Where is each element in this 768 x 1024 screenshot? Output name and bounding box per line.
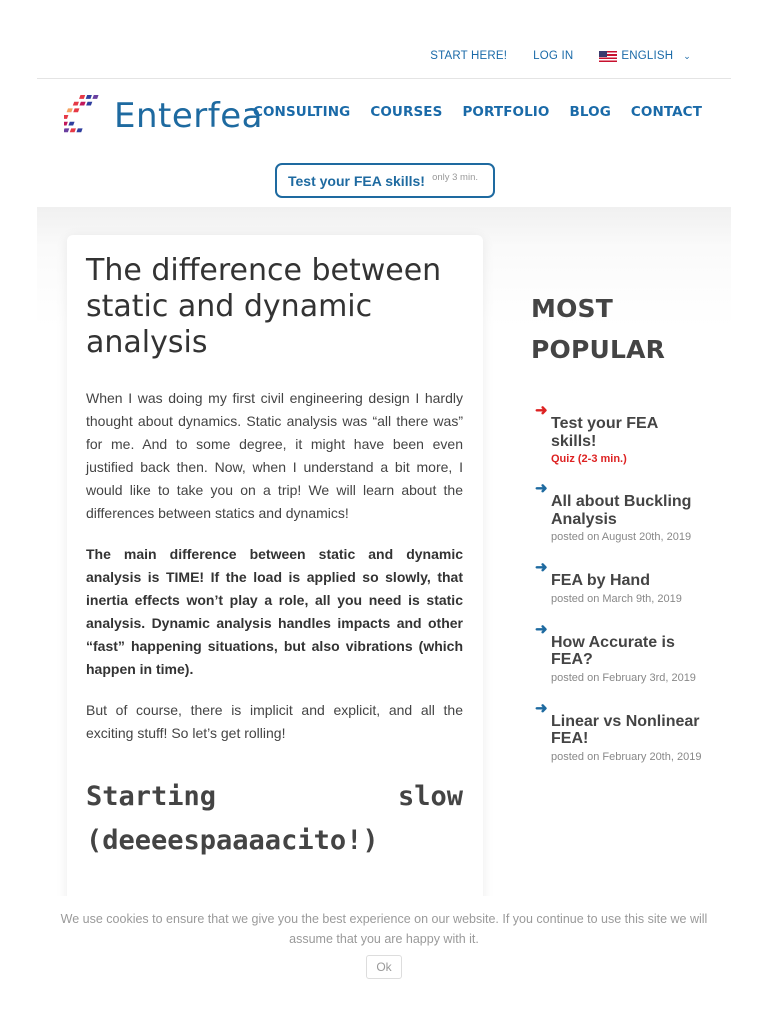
popular-item-title[interactable]: Linear vs Nonlinear FEA! — [551, 712, 700, 747]
nav-contact[interactable]: CONTACT — [630, 104, 702, 120]
subheading-line-1: Starting slow — [86, 781, 463, 812]
popular-item-meta: posted on February 3rd, 2019 — [551, 671, 696, 684]
popular-item[interactable] — [531, 620, 706, 688]
start-here-link[interactable]: START HERE! — [430, 50, 508, 62]
us-flag-icon — [599, 51, 617, 62]
popular-item-meta: posted on March 9th, 2019 — [551, 592, 682, 605]
most-popular-sidebar — [531, 288, 706, 780]
article-paragraph: But of course, there is implicit and explicit, and all the exciting stuff! So let’s get rolling! — [86, 702, 463, 741]
main-nav — [253, 104, 702, 120]
nav-courses[interactable]: COURSES — [370, 104, 443, 120]
site-header — [0, 80, 768, 207]
cookie-text: We use cookies to ensure that we give you the best experience on our website. If you continue to use this site we will assume that you are happy with it. — [60, 912, 708, 946]
popular-item[interactable] — [531, 480, 706, 547]
quiz-button-label: Test your FEA skills! — [288, 172, 425, 189]
utility-links — [430, 50, 691, 62]
language-label: ENGLISH — [621, 50, 674, 62]
top-utility-bar — [37, 0, 731, 79]
popular-item[interactable] — [531, 699, 706, 767]
popular-item-meta: posted on February 20th, 2019 — [551, 750, 702, 763]
arrow-right-icon: ➜ — [535, 402, 548, 419]
log-in-link[interactable]: LOG IN — [533, 50, 574, 62]
nav-portfolio[interactable]: PORTFOLIO — [462, 104, 550, 120]
popular-item-title[interactable]: All about Buckling Analysis — [551, 493, 692, 528]
cookie-ok-button[interactable]: Ok — [366, 955, 402, 979]
popular-item-meta: Quiz (2-3 min.) — [551, 453, 627, 465]
test-fea-skills-button[interactable] — [275, 163, 495, 198]
subheading-line-2: (deeeespaaaacito!) — [86, 825, 379, 856]
article-card — [67, 235, 483, 915]
article-paragraph: When I was doing my first civil engineering design I hardly thought about dynamics. Static analysis was “all there was” for me. And to some degree, it might have been even justified back then. Now, when I understand a bit more, I would like to take you on a trip! We will learn about the differences between statics and dynamics! — [86, 390, 463, 521]
popular-item-title[interactable]: FEA by Hand — [551, 572, 650, 589]
arrow-right-icon: ➜ — [535, 480, 548, 497]
arrow-right-icon: ➜ — [535, 620, 548, 638]
popular-item[interactable] — [531, 559, 706, 609]
cookie-banner — [0, 896, 768, 1024]
language-selector[interactable] — [599, 50, 691, 62]
article-title: The difference between static and dynamic analysis — [86, 253, 442, 360]
article-key-paragraph: The main difference between static and dynamic analysis is TIME! If the load is applied so slowly, that inertia effects won’t play a role, all you need is static analysis. Dynamic analysis handles impacts and other “fast” happening situations, but also vibrations (which happen in time). — [86, 546, 463, 677]
quiz-button-note: only 3 min. — [432, 172, 478, 183]
popular-item-title[interactable]: How Accurate is FEA? — [551, 633, 675, 668]
logo-text: Enterfea — [114, 96, 263, 136]
arrow-right-icon: ➜ — [535, 559, 548, 576]
enterfea-logo-mark — [64, 92, 104, 140]
sidebar-heading: MOST POPULAR — [531, 294, 666, 364]
article-subheading — [86, 775, 463, 863]
popular-item-meta: posted on August 20th, 2019 — [551, 531, 692, 543]
popular-item-title[interactable]: Test your FEA skills! — [551, 415, 658, 450]
nav-consulting[interactable]: CONSULTING — [252, 104, 351, 120]
popular-item[interactable] — [531, 402, 706, 468]
site-logo[interactable] — [64, 92, 263, 140]
chevron-down-icon: ⌄ — [683, 50, 691, 61]
arrow-right-icon: ➜ — [535, 699, 548, 717]
nav-blog[interactable]: BLOG — [569, 104, 611, 120]
